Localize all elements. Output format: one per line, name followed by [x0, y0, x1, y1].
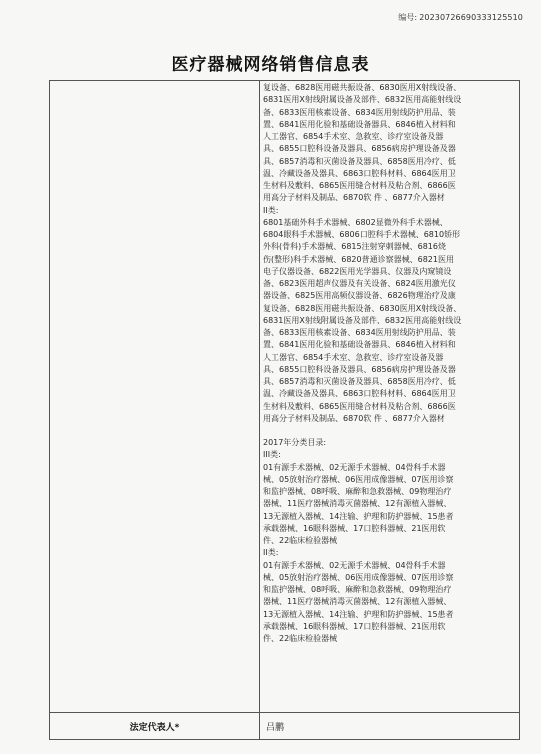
scope-line: 承载器械、16眼科器械、17口腔科器械、21医用软 [263, 621, 446, 631]
scope-line: 件、22临床检验器械 [263, 536, 338, 545]
legal-representative-value: 吕鹏 [266, 722, 285, 733]
scope-line: 具、6857消毒和灭菌设备及器具、6858医用冷疗、低 [263, 156, 456, 166]
scope-line: 电子仪器设备、6822医用光学器具、仪器及内窥镜设 [263, 266, 452, 276]
scope-line: 生材料及敷料、6865医用缝合材料及粘合剂、6866医 [263, 401, 456, 411]
scope-line: 复设备、6828医用磁共振设备、6830医用X射线设备、 [263, 83, 462, 92]
scope-line: 具、6857消毒和灭菌设备及器具、6858医用冷疗、低 [263, 377, 456, 386]
scope-line: 温、冷藏设备及器具、6863口腔科材料、6864医用卫 [263, 168, 456, 178]
scope-line: 和监护器械、08呼吸、麻醉和急救器械、09物理治疗 [263, 487, 452, 496]
scope-line: 备、6823医用超声仪器及有关设备、6824医用激光仪 [263, 279, 456, 288]
scope-line: 备、6833医用核素设备、6834医用射线防护用品、装 [263, 107, 456, 117]
document-number-value: 20230726690333125510 [419, 13, 523, 22]
scope-line: 械、05放射治疗器械、06医用成像器械、07医用诊察 [263, 572, 454, 582]
scope-line: II类: [263, 205, 279, 215]
scope-line: II类: [263, 548, 279, 558]
scope-line: 6801基础外科手术器械、6802显微外科手术器械、 [263, 217, 448, 227]
scope-line: 械、05放射治疗器械、06医用成像器械、07医用诊察 [263, 474, 454, 484]
scope-line: III类: [263, 450, 281, 460]
scope-line: 器设备、6825医用高频仪器设备、6826物理治疗及康 [263, 291, 456, 301]
scope-line: 人工器官、6854手术室、急救室、诊疗室设备及器 [263, 132, 444, 141]
scope-line: 具、6855口腔科设备及器具、6856病房护理设备及器 [263, 364, 456, 374]
scope-line: 6831医用X射线附属设备及部件、6832医用高能射线设 [263, 95, 462, 105]
scope-line: 器械、11医疗器械消毒灭菌器械、12有源植入器械、 [263, 499, 452, 509]
scope-line: 2017年分类目录: [263, 438, 327, 447]
document-number [398, 12, 523, 23]
info-table [49, 80, 520, 740]
scope-line: 温、冷藏设备及器具、6863口腔科材料、6864医用卫 [263, 389, 456, 399]
scope-line: 人工器官、6854手术室、急救室、诊疗室设备及器 [263, 352, 444, 362]
scope-line: 承载器械、16眼科器械、17口腔科器械、21医用软 [263, 523, 446, 533]
scope-line [263, 425, 517, 437]
scope-line: 器械、11医疗器械消毒灭菌器械、12有源植入器械、 [263, 597, 452, 607]
scope-line: 6804眼科手术器械、6806口腔科手术器械、6810矫形 [263, 230, 461, 239]
scope-line: 件、22临床检验器械 [263, 634, 338, 643]
scope-line: 13无源植入器械、14注输、护理和防护器械、15患者 [263, 511, 454, 521]
scope-line: 置、6841医用化验和基础设备器具、6846植入材料和 [263, 340, 456, 350]
scope-line: 6831医用X射线附属设备及部件、6832医用高能射线设 [263, 315, 462, 325]
column-divider [259, 81, 260, 739]
scope-line: 置、6841医用化验和基础设备器具、6846植入材料和 [263, 119, 456, 129]
scope-line: 01有源手术器械、02无源手术器械、04骨科手术器 [263, 560, 446, 570]
scope-line: 用高分子材料及制品、6870软 件 、6877介入器材 [263, 413, 445, 423]
page-title: 医疗器械网络销售信息表 [171, 55, 370, 75]
scope-line: 生材料及敷料、6865医用缝合材料及粘合剂、6866医 [263, 181, 456, 190]
scope-line: 复设备、6828医用磁共振设备、6830医用X射线设备、 [263, 303, 462, 313]
scope-line: 01有源手术器械、02无源手术器械、04骨科手术器 [263, 462, 446, 472]
scope-line: 和监护器械、08呼吸、麻醉和急救器械、09物理治疗 [263, 585, 452, 594]
legal-representative-label: 法定代表人* [129, 722, 180, 733]
scope-line: 备、6833医用核素设备、6834医用射线防护用品、装 [263, 328, 456, 337]
business-scope-text [263, 82, 517, 710]
scope-line: 具、6855口腔科设备及器具、6856病房护理设备及器 [263, 144, 456, 154]
scope-line: 用高分子材料及制品、6870软 件 、6877介入器材 [263, 193, 445, 203]
scope-line: 13无源植入器械、14注输、护理和防护器械、15患者 [263, 609, 454, 619]
scope-line: 外科(骨科)手术器械、6815注射穿刺器械、6816烧 [263, 242, 446, 252]
scope-line: 伤(整形)科手术器械、6820普通诊察器械、6821医用 [263, 254, 454, 264]
document-number-label: 编号: [398, 13, 418, 22]
